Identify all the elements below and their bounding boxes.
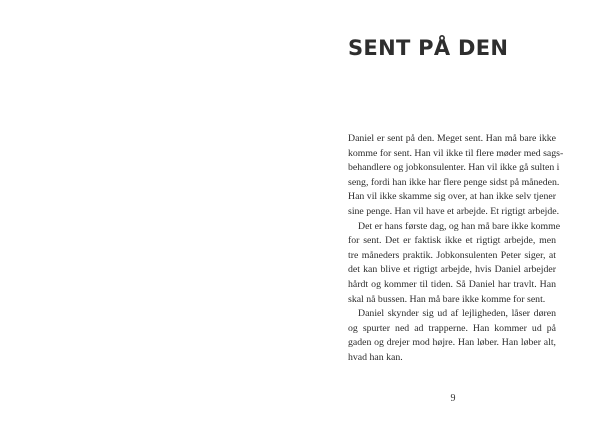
text-line: hvad han kan.	[348, 351, 403, 363]
text-line: behandlere og jobkonsulenter. Han vil ikke gå sulten i	[348, 162, 560, 174]
text-line: sine penge. Han vil have et arbejde. Et rigtigt arbejde.	[348, 205, 560, 217]
text-line: for sent. Det er faktisk ikke et rigtigt arbejde, men	[348, 235, 556, 247]
chapter-body	[348, 132, 564, 366]
text-line: gaden og drejer mod højre. Han løber. Han løber alt,	[348, 337, 556, 349]
text-line: hårdt og kommer til tiden. Så Daniel har travlt. Han	[348, 278, 556, 290]
text-line: det kan blive et rigtigt arbejde, hvis Daniel arbejder	[348, 264, 556, 276]
page-number: 9	[450, 393, 456, 404]
text-line: tre måneders praktik. Jobkonsulenten Peter siger, at	[348, 249, 556, 261]
text-line: Daniel er sent på den. Meget sent. Han må bare ikke	[348, 133, 556, 144]
right-page	[300, 0, 600, 424]
text-line: seng, fordi han ikke har flere penge sidst på måneden.	[348, 176, 560, 188]
text-line: Han vil ikke skamme sig over, at han ikke selv tjener	[348, 191, 556, 203]
text-line: komme for sent. Han vil ikke til flere møder med sags-	[348, 147, 564, 159]
text-line: skal nå bussen. Han må bare ikke komme for sent.	[348, 293, 546, 305]
text-line: og spurter ned ad trapperne. Han kommer ud på	[348, 322, 556, 334]
text-line: Daniel skynder sig ud af lejligheden, låser døren	[358, 308, 556, 320]
chapter-title: SENT PÅ DEN	[348, 36, 509, 60]
text-line: Det er hans første dag, og han må bare ikke komme	[358, 220, 561, 232]
